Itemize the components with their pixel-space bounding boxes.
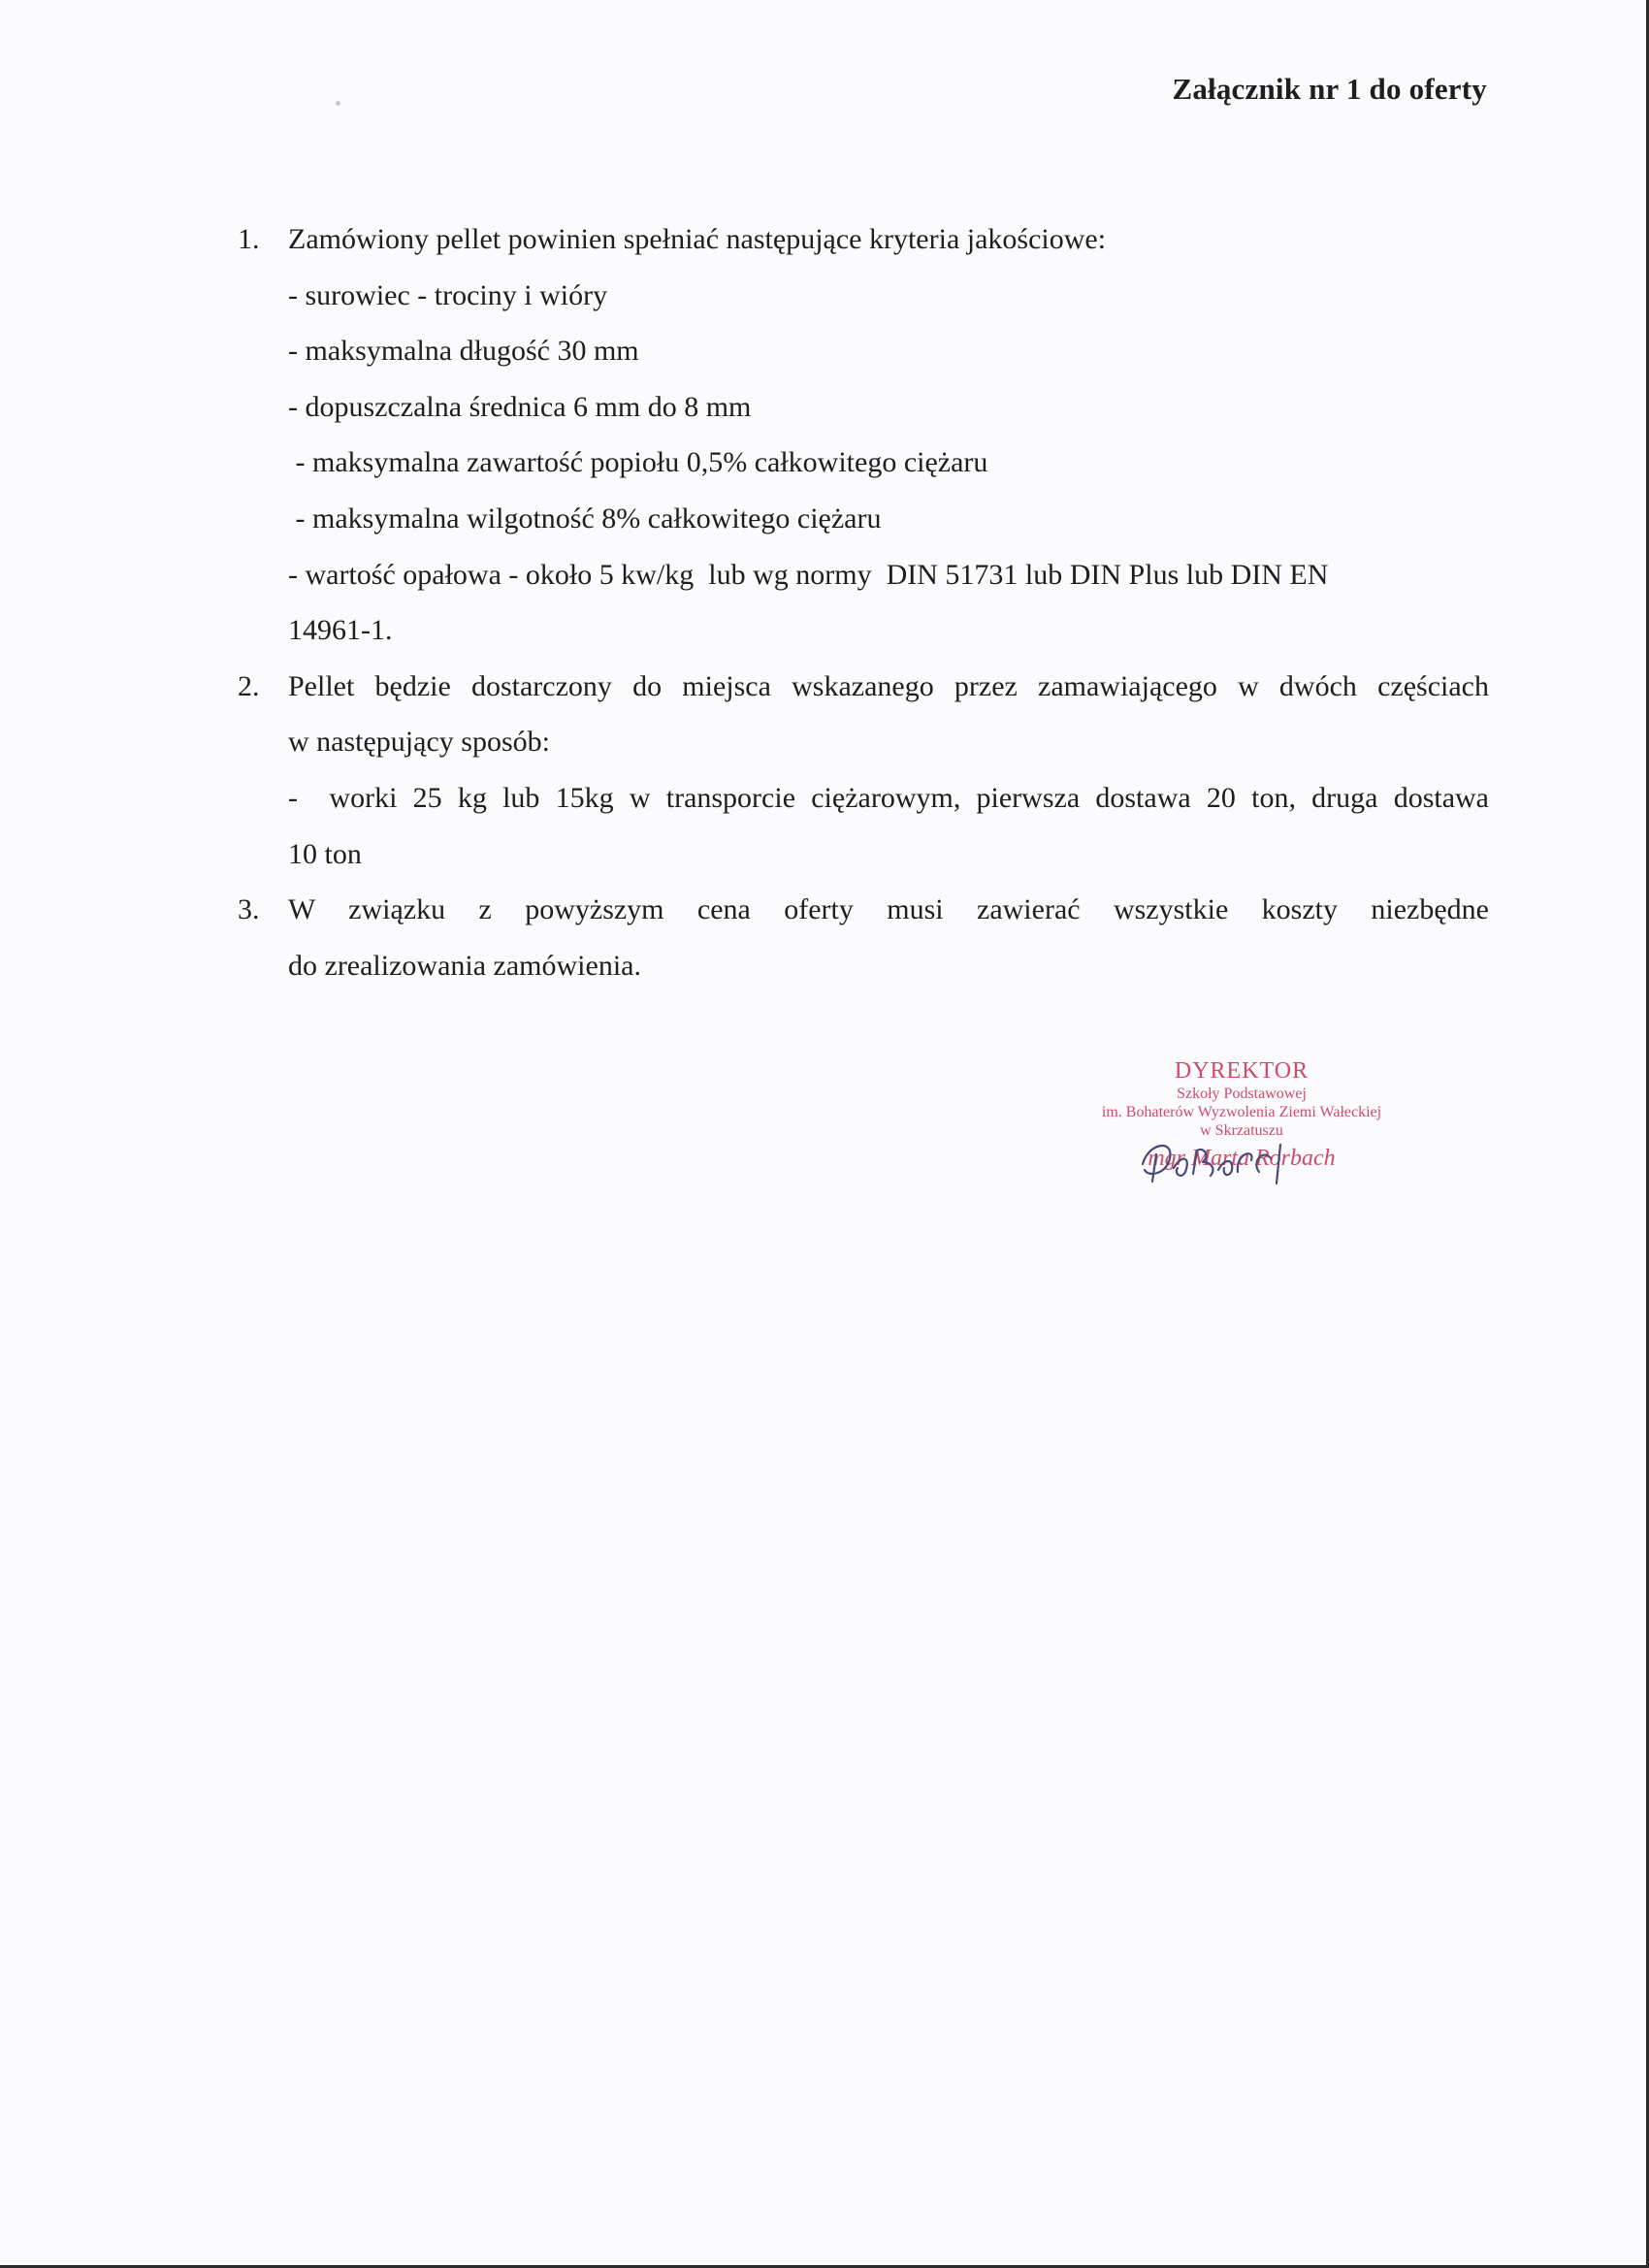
list-item-line: - wartość opałowa - około 5 kw/kg lub wg normy DIN 51731 lub DIN Plus lub DIN EN — [288, 558, 1329, 591]
list-item-3 — [238, 882, 1489, 993]
list-item-1 — [238, 211, 1489, 659]
stamp-school-patron: im. Bohaterów Wyzwolenia Ziemi Wałeckiej — [1101, 1104, 1382, 1120]
list-item-line: Zamówiony pellet powinien spełniać następujące kryteria jakościowe: — [288, 223, 1107, 255]
stamp-title: DYREKTOR — [1174, 1058, 1310, 1084]
list-item-number: 1. — [238, 223, 260, 255]
requirements-list — [238, 211, 1489, 993]
list-item-line: W związku z powyższym cena oferty musi zawierać wszystkie koszty niezbędne — [288, 893, 1489, 926]
list-item-number: 3. — [238, 893, 260, 926]
list-item-line: do zrealizowania zamówienia. — [288, 949, 641, 982]
list-item-line: - dopuszczalna średnica 6 mm do 8 mm — [288, 390, 752, 423]
stamp-school-location: w Skrzatuszu — [1200, 1122, 1283, 1139]
list-item-line: 10 ton — [288, 837, 362, 870]
list-item-line: w następujący sposób: — [288, 726, 550, 759]
list-item-line: - maksymalna wilgotność 8% całkowitego ciężaru — [288, 502, 882, 535]
list-item-line: - worki 25 kg lub 15kg w transporcie ciężarowym, pierwsza dostawa 20 ton, druga dostawa — [288, 781, 1489, 814]
list-item-line: Pellet będzie dostarczony do miejsca wskazanego przez zamawiającego w dwóch częściach — [288, 669, 1489, 702]
scan-speck — [336, 101, 340, 106]
list-item-line: - surowiec - trociny i wióry — [288, 278, 608, 311]
attachment-title: Załącznik nr 1 do oferty — [1172, 72, 1487, 106]
handwritten-signature — [1135, 1125, 1319, 1193]
list-item-number: 2. — [238, 669, 260, 702]
list-item-line: - maksymalna zawartość popiołu 0,5% całkowitego ciężaru — [288, 446, 988, 479]
stamp-director-name: mgr Marta Rorbach — [1148, 1146, 1336, 1171]
list-item-2 — [238, 659, 1489, 882]
stamp-school-name: Szkoły Podstawowej — [1177, 1085, 1307, 1102]
list-item-body — [288, 659, 1489, 882]
list-item-line: - maksymalna długość 30 mm — [288, 335, 639, 368]
list-item-line: 14961-1. — [288, 614, 393, 647]
list-item-body — [288, 211, 1489, 659]
list-item-body — [288, 882, 1489, 993]
